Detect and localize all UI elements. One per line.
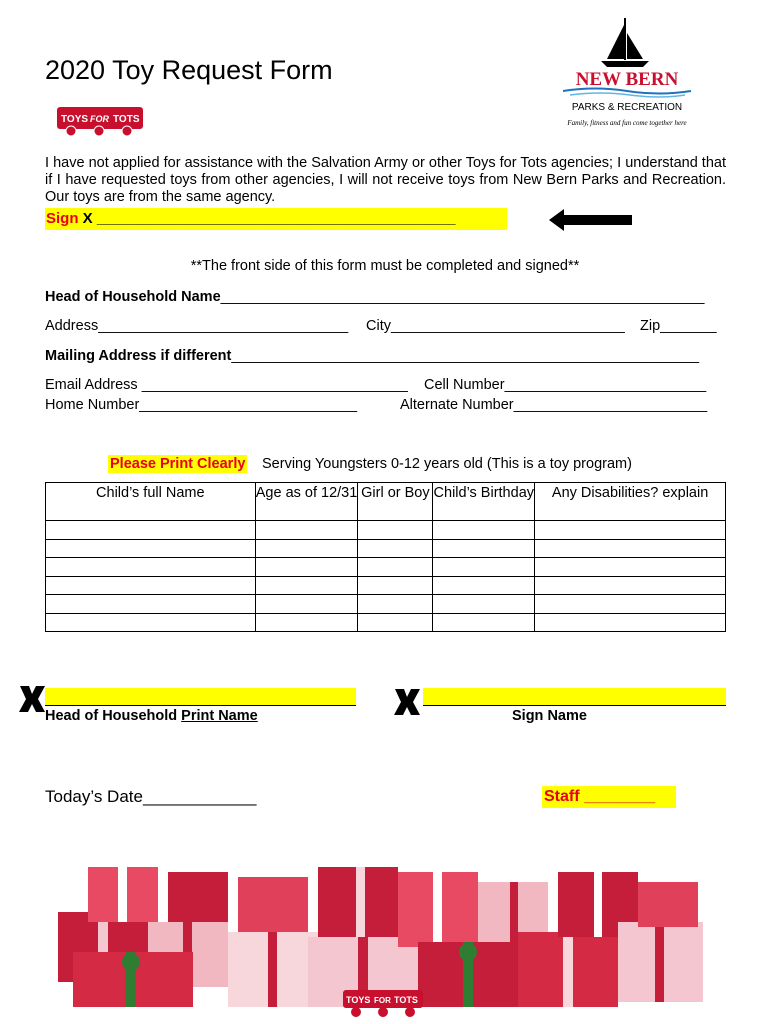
address-field[interactable] [45, 318, 348, 334]
train-logo-text-2: FOR [374, 996, 391, 1005]
city-label: City [366, 318, 391, 334]
mailing-label: Mailing Address if different [45, 348, 232, 364]
front-side-note: **The front side of this form must be completed and signed** [190, 258, 580, 274]
city-field[interactable] [366, 318, 625, 334]
new-bern-parks-logo [555, 15, 700, 130]
column-header: Girl or Boy [358, 483, 433, 521]
cell-label: Cell Number [424, 377, 505, 393]
staff-label: Staff [544, 788, 580, 805]
head-household-line: ____________________________________________________________ [220, 289, 705, 305]
table-cell[interactable] [255, 521, 358, 540]
alternate-number-field[interactable] [400, 397, 707, 413]
tft-logo-text-1: TOYS [61, 114, 89, 125]
table-row [46, 521, 726, 540]
toys-for-tots-train-icon [343, 990, 423, 1017]
divider [423, 705, 726, 706]
table-cell[interactable] [535, 576, 726, 595]
city-line: _____________________________ [390, 318, 625, 334]
table-row [46, 539, 726, 558]
sign-name-label: Sign Name [512, 708, 587, 724]
todays-date-label: Today’s Date [45, 787, 143, 806]
table-row [46, 558, 726, 577]
tft-logo-text-3: TOTS [113, 114, 140, 125]
email-label: Email Address [45, 377, 138, 393]
table-cell[interactable] [433, 558, 535, 577]
table-cell[interactable] [255, 539, 358, 558]
table-cell[interactable] [46, 595, 256, 614]
table-cell[interactable] [433, 521, 535, 540]
table-row [46, 613, 726, 632]
table-header-row [46, 483, 726, 521]
table-row [46, 576, 726, 595]
alternate-line: ________________________ [513, 397, 708, 413]
table-cell[interactable] [433, 539, 535, 558]
children-table [45, 482, 726, 632]
column-header: Any Disabilities? explain [535, 483, 726, 521]
zip-label: Zip [640, 318, 661, 334]
table-cell[interactable] [358, 595, 433, 614]
tft-logo-text-2: FOR [90, 114, 109, 124]
gift-box [58, 867, 703, 1007]
print-clearly-badge: Please Print Clearly [110, 456, 246, 472]
address-label: Address [45, 318, 99, 334]
home-line: ___________________________ [139, 397, 358, 413]
sign-underline: X ___________________________________________ [82, 210, 456, 227]
zip-line: _______ [660, 318, 717, 334]
table-cell[interactable] [46, 521, 256, 540]
mailing-address-field[interactable] [45, 348, 699, 364]
sign-name-line[interactable] [423, 688, 726, 706]
table-cell[interactable] [46, 613, 256, 632]
arrow-left-icon [548, 207, 633, 233]
table-cell[interactable] [535, 613, 726, 632]
head-household-label: Head of Household Name [45, 289, 221, 305]
table-cell[interactable] [535, 558, 726, 577]
table-cell[interactable] [535, 521, 726, 540]
table-cell[interactable] [255, 558, 358, 577]
head-print-name-line[interactable] [45, 688, 356, 706]
email-line: _________________________________ [141, 377, 408, 393]
intro-paragraph: I have not applied for assistance with the Salvation Army or other Toys for Tots agencies; I understand that if I have requested toys from other agencies, I will not receive toys from New Bern Parks and Recreation. Our toys are from the same agency. [45, 155, 726, 205]
x-mark-icon [17, 682, 47, 716]
x-mark-icon [392, 685, 422, 719]
zip-field[interactable] [640, 318, 717, 334]
table-cell[interactable] [433, 595, 535, 614]
table-cell[interactable] [358, 576, 433, 595]
cell-line: _________________________ [504, 377, 707, 393]
alternate-label: Alternate Number [400, 397, 514, 413]
table-cell[interactable] [433, 576, 535, 595]
column-header: Child’s full Name [46, 483, 256, 521]
todays-date-field[interactable] [45, 787, 256, 807]
table-cell[interactable] [46, 576, 256, 595]
train-logo-text-3: TOTS [394, 995, 418, 1005]
head-household-field[interactable] [45, 289, 705, 305]
table-cell[interactable] [46, 539, 256, 558]
divider [45, 705, 356, 706]
page-title: 2020 Toy Request Form [45, 55, 333, 85]
serving-note: Serving Youngsters 0-12 years old (This is a toy program) [262, 456, 632, 472]
column-header: Age as of 12/31 [255, 483, 358, 521]
todays-date-line: ____________ [142, 787, 257, 806]
org-subtitle: PARKS & RECREATION [571, 102, 683, 113]
email-field[interactable] [45, 377, 408, 393]
table-cell[interactable] [433, 613, 535, 632]
staff-field[interactable] [542, 786, 676, 808]
cell-field[interactable] [424, 377, 706, 393]
table-cell[interactable] [535, 539, 726, 558]
table-cell[interactable] [358, 521, 433, 540]
table-cell[interactable] [358, 558, 433, 577]
org-tagline: Family, fitness and fun come together here [567, 119, 687, 127]
home-label: Home Number [45, 397, 140, 413]
table-cell[interactable] [535, 595, 726, 614]
train-logo-text-1: TOYS [346, 995, 371, 1005]
toys-for-tots-logo [55, 103, 145, 137]
column-header: Child’s Birthday [433, 483, 535, 521]
table-cell[interactable] [46, 558, 256, 577]
gift-boxes-illustration [38, 852, 718, 1022]
address-line: _______________________________ [98, 318, 349, 334]
table-cell[interactable] [358, 539, 433, 558]
sign-label: Sign [46, 210, 79, 227]
mailing-line: __________________________________________________________ [231, 348, 700, 364]
table-cell[interactable] [255, 613, 358, 632]
table-row [46, 595, 726, 614]
head-print-name-label: Head of Household Print Name [45, 708, 258, 724]
staff-line: ________ [584, 788, 656, 805]
org-name: NEW BERN [575, 69, 679, 90]
home-number-field[interactable] [45, 397, 357, 413]
table-cell[interactable] [358, 613, 433, 632]
sign-field[interactable] [45, 208, 507, 230]
table-cell[interactable] [255, 595, 358, 614]
table-cell[interactable] [255, 576, 358, 595]
